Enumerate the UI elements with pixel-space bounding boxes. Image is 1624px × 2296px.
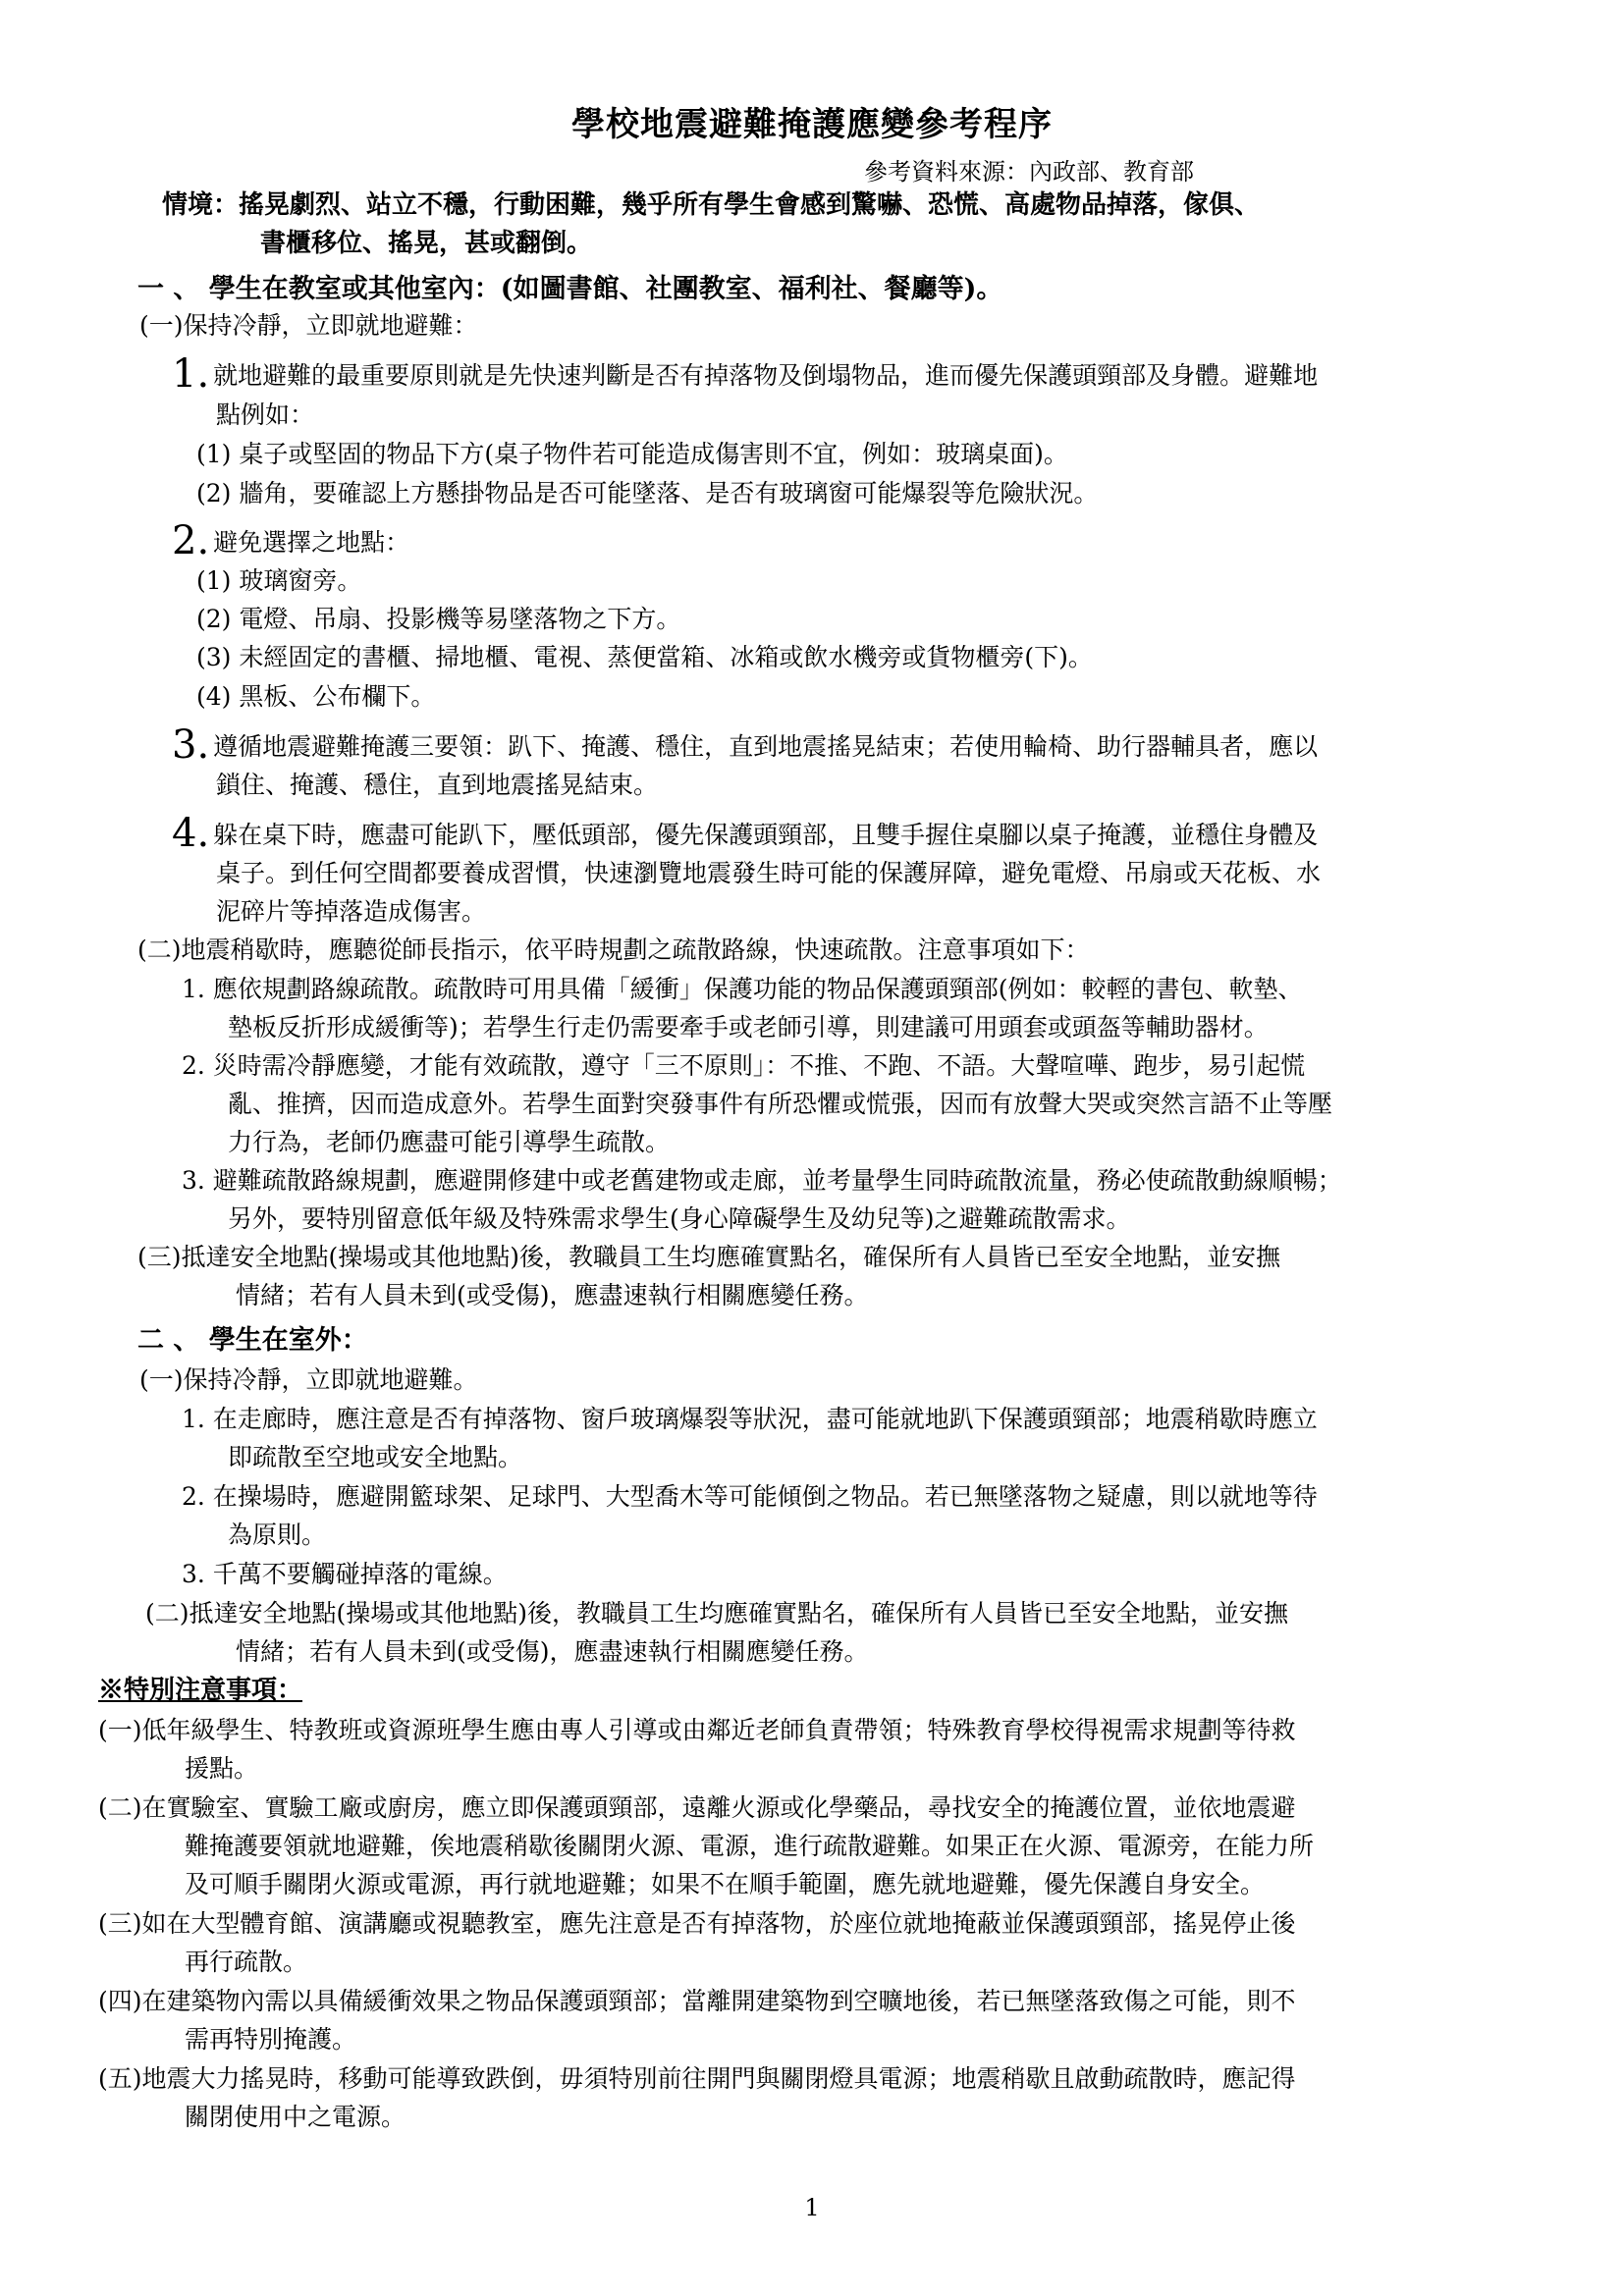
special-notes-heading: ※特別注意事項： — [98, 1676, 303, 1705]
note-3-line-1: (三)如在大型體育館、演講廳或視聽教室，應先注意是否有掉落物，於座位就地掩蔽並保護頭頸部，搖晃停止後 — [98, 1909, 1296, 1938]
note-5-line-2: 關閉使用中之電源。 — [185, 2103, 406, 2131]
note-3-line-2: 再行疏散。 — [185, 1948, 308, 1976]
section-2-para-2-line-1: (二)抵達安全地點(操場或其他地點)後，教職員工生均應確實點名，確保所有人員皆已至安全地點，並安撫 — [145, 1599, 1289, 1628]
note-2-line-2: 難掩護要領就地避難，俟地震稍歇後關閉火源、電源，進行疏散避難。如果正在火源、電源旁，在能力所 — [185, 1832, 1315, 1860]
note-2-line-1: (二)在實驗室、實驗工廠或廚房，應立即保護頭頸部，遠離火源或化學藥品，尋找安全的掩護位置，並依地震避 — [98, 1793, 1296, 1822]
para-2-item-2-line-1: 2. 災時需冷靜應變，才能有效疏散，遵守「三不原則」：不推、不跑、不語。大聲喧嘩、跑步，易引起慌 — [182, 1051, 1306, 1080]
item-3-number: 3. — [172, 722, 210, 768]
section-2-para-2-line-2: 情緒；若有人員未到(或受傷)，應盡速執行相關應變任務。 — [236, 1637, 869, 1666]
item-4-line-1: 4. 躲在桌下時，應盡可能趴下，壓低頭部，優先保護頭頸部，且雙手握住桌腳以桌子掩護，並穩住身體及 — [172, 811, 1319, 856]
situation-line-1: 情境：搖晃劇烈、站立不穩，行動困難，幾乎所有學生會感到驚嚇、恐慌、高處物品掉落，傢俱、 — [162, 190, 1261, 220]
section-1-para-2-label: (二)地震稍歇時，應聽從師長指示，依平時規劃之疏散路線，快速疏散。注意事項如下： — [137, 935, 1090, 964]
item-2-line-1: 2. 避免選擇之地點： — [172, 518, 410, 563]
page-number: 1 — [804, 2194, 820, 2221]
para-2-item-2-line-2: 亂、推擠，因而造成意外。若學生面對突發事件有所恐懼或慌張，因而有放聲大哭或突然言語不止等壓 — [228, 1090, 1333, 1118]
item-2-sub-1: (1) 玻璃窗旁。 — [196, 566, 362, 595]
reference-source: 參考資料來源：內政部、教育部 — [864, 158, 1194, 186]
item-4-number: 4. — [172, 811, 210, 856]
item-4-line-2: 桌子。到任何空間都要養成習慣，快速瀏覽地震發生時可能的保護屏障，避免電燈、吊扇或天花板、水 — [216, 859, 1322, 887]
note-1-line-2: 援點。 — [185, 1754, 259, 1783]
section-1-heading: 一 、 學生在教室或其他室內：(如圖書館、社團教室、福利社、餐廳等)。 — [137, 274, 1003, 304]
item-2-sub-3: (3) 未經固定的書櫃、掃地櫃、電視、蒸便當箱、冰箱或飲水機旁或貨物櫃旁(下)。 — [196, 643, 1093, 671]
item-1-sub-1: (1) 桌子或堅固的物品下方(桌子物件若可能造成傷害則不宜，例如：玻璃桌面)。 — [196, 440, 1068, 468]
item-2-number: 2. — [172, 518, 210, 563]
section-2-para-1-label: (一)保持冷靜，立即就地避難。 — [139, 1365, 478, 1394]
para-2-item-1-line-1: 1. 應依規劃路線疏散。疏散時可用具備「緩衝」保護功能的物品保護頭頸部(例如：較輕的書包、軟墊、 — [182, 975, 1303, 1003]
section-1-para-1-label: (一)保持冷靜，立即就地避難： — [139, 311, 478, 340]
item-1-line-2: 點例如： — [216, 400, 315, 429]
note-4-line-1: (四)在建築物內需以具備緩衝效果之物品保護頭頸部；當離開建築物到空曠地後，若已無墜落致傷之可能，則不 — [98, 1987, 1296, 2015]
note-5-line-1: (五)地震大力搖晃時，移動可能導致跌倒，毋須特別前往開門與關閉燈具電源；地震稍歇且啟動疏散時，應記得 — [98, 2064, 1296, 2093]
note-2-line-3: 及可順手關閉火源或電源，再行就地避難；如果不在順手範圍，應先就地避難，優先保護自身安全。 — [185, 1870, 1266, 1898]
section-1-para-3-line-2: 情緒；若有人員未到(或受傷)，應盡速執行相關應變任務。 — [236, 1281, 869, 1309]
situation-description — [162, 187, 1537, 263]
item-1-sub-2: (2) 牆角，要確認上方懸掛物品是否可能墜落、是否有玻璃窗可能爆裂等危險狀況。 — [196, 479, 1099, 507]
item-3-line-1: 3. 遵循地震避難掩護三要領：趴下、掩護、穩住，直到地震搖晃結束；若使用輪椅、助行器輔具者，應以 — [172, 722, 1319, 768]
item-2-sub-4: (4) 黑板、公布欄下。 — [196, 682, 436, 711]
para-2-item-2-line-3: 力行為，老師仍應盡可能引導學生疏散。 — [228, 1128, 671, 1156]
note-4-line-2: 需再特別掩護。 — [185, 2025, 357, 2054]
item-1-line-1: 1. 就地避難的最重要原則就是先快速判斷是否有掉落物及倒塌物品，進而優先保護頭頸部及身體。避難地 — [172, 351, 1319, 397]
section-2-heading: 二 、 學生在室外： — [137, 1325, 368, 1356]
item-1-number: 1. — [172, 351, 210, 397]
item-2-sub-2: (2) 電燈、吊扇、投影機等易墜落物之下方。 — [196, 605, 681, 633]
para-2-item-3-line-2: 另外，要特別留意低年級及特殊需求學生(身心障礙學生及幼兒等)之避難疏散需求。 — [228, 1204, 1131, 1233]
section-2-item-1-line-1: 1. 在走廊時，應注意是否有掉落物、窗戶玻璃爆裂等狀況，盡可能就地趴下保護頭頸部；地震稍歇時應立 — [182, 1405, 1318, 1433]
section-2-item-2-line-1: 2. 在操場時，應避開籃球架、足球門、大型喬木等可能傾倒之物品。若已無墜落物之疑慮，則以就地等待 — [182, 1482, 1318, 1511]
item-3-line-2: 鎖住、掩護、穩住，直到地震搖晃結束。 — [216, 771, 659, 799]
section-1-para-3-line-1: (三)抵達安全地點(操場或其他地點)後，教職員工生均應確實點名，確保所有人員皆已至安全地點，並安撫 — [137, 1243, 1281, 1271]
section-2-item-2-line-2: 為原則。 — [228, 1521, 327, 1549]
section-2-item-3-line-1: 3. 千萬不要觸碰掉落的電線。 — [182, 1560, 508, 1588]
item-4-line-3: 泥碎片等掉落造成傷害。 — [216, 897, 487, 926]
situation-line-2: 書櫃移位、搖晃，甚或翻倒。 — [260, 229, 593, 258]
para-2-item-1-line-2: 墊板反折形成緩衝等)；若學生行走仍需要牽手或老師引導，則建議可用頭套或頭盔等輔助器材。 — [228, 1013, 1269, 1041]
para-2-item-3-line-1: 3. 避難疏散路線規劃，應避開修建中或老舊建物或走廊，並考量學生同時疏散流量，務必使疏散動線順暢； — [182, 1166, 1342, 1195]
note-1-line-1: (一)低年級學生、特教班或資源班學生應由專人引導或由鄰近老師負責帶領；特殊教育學校得視需求規劃等待救 — [98, 1716, 1296, 1744]
page-title: 學校地震避難掩護應變參考程序 — [571, 105, 1053, 144]
section-2-item-1-line-2: 即疏散至空地或安全地點。 — [228, 1443, 523, 1471]
